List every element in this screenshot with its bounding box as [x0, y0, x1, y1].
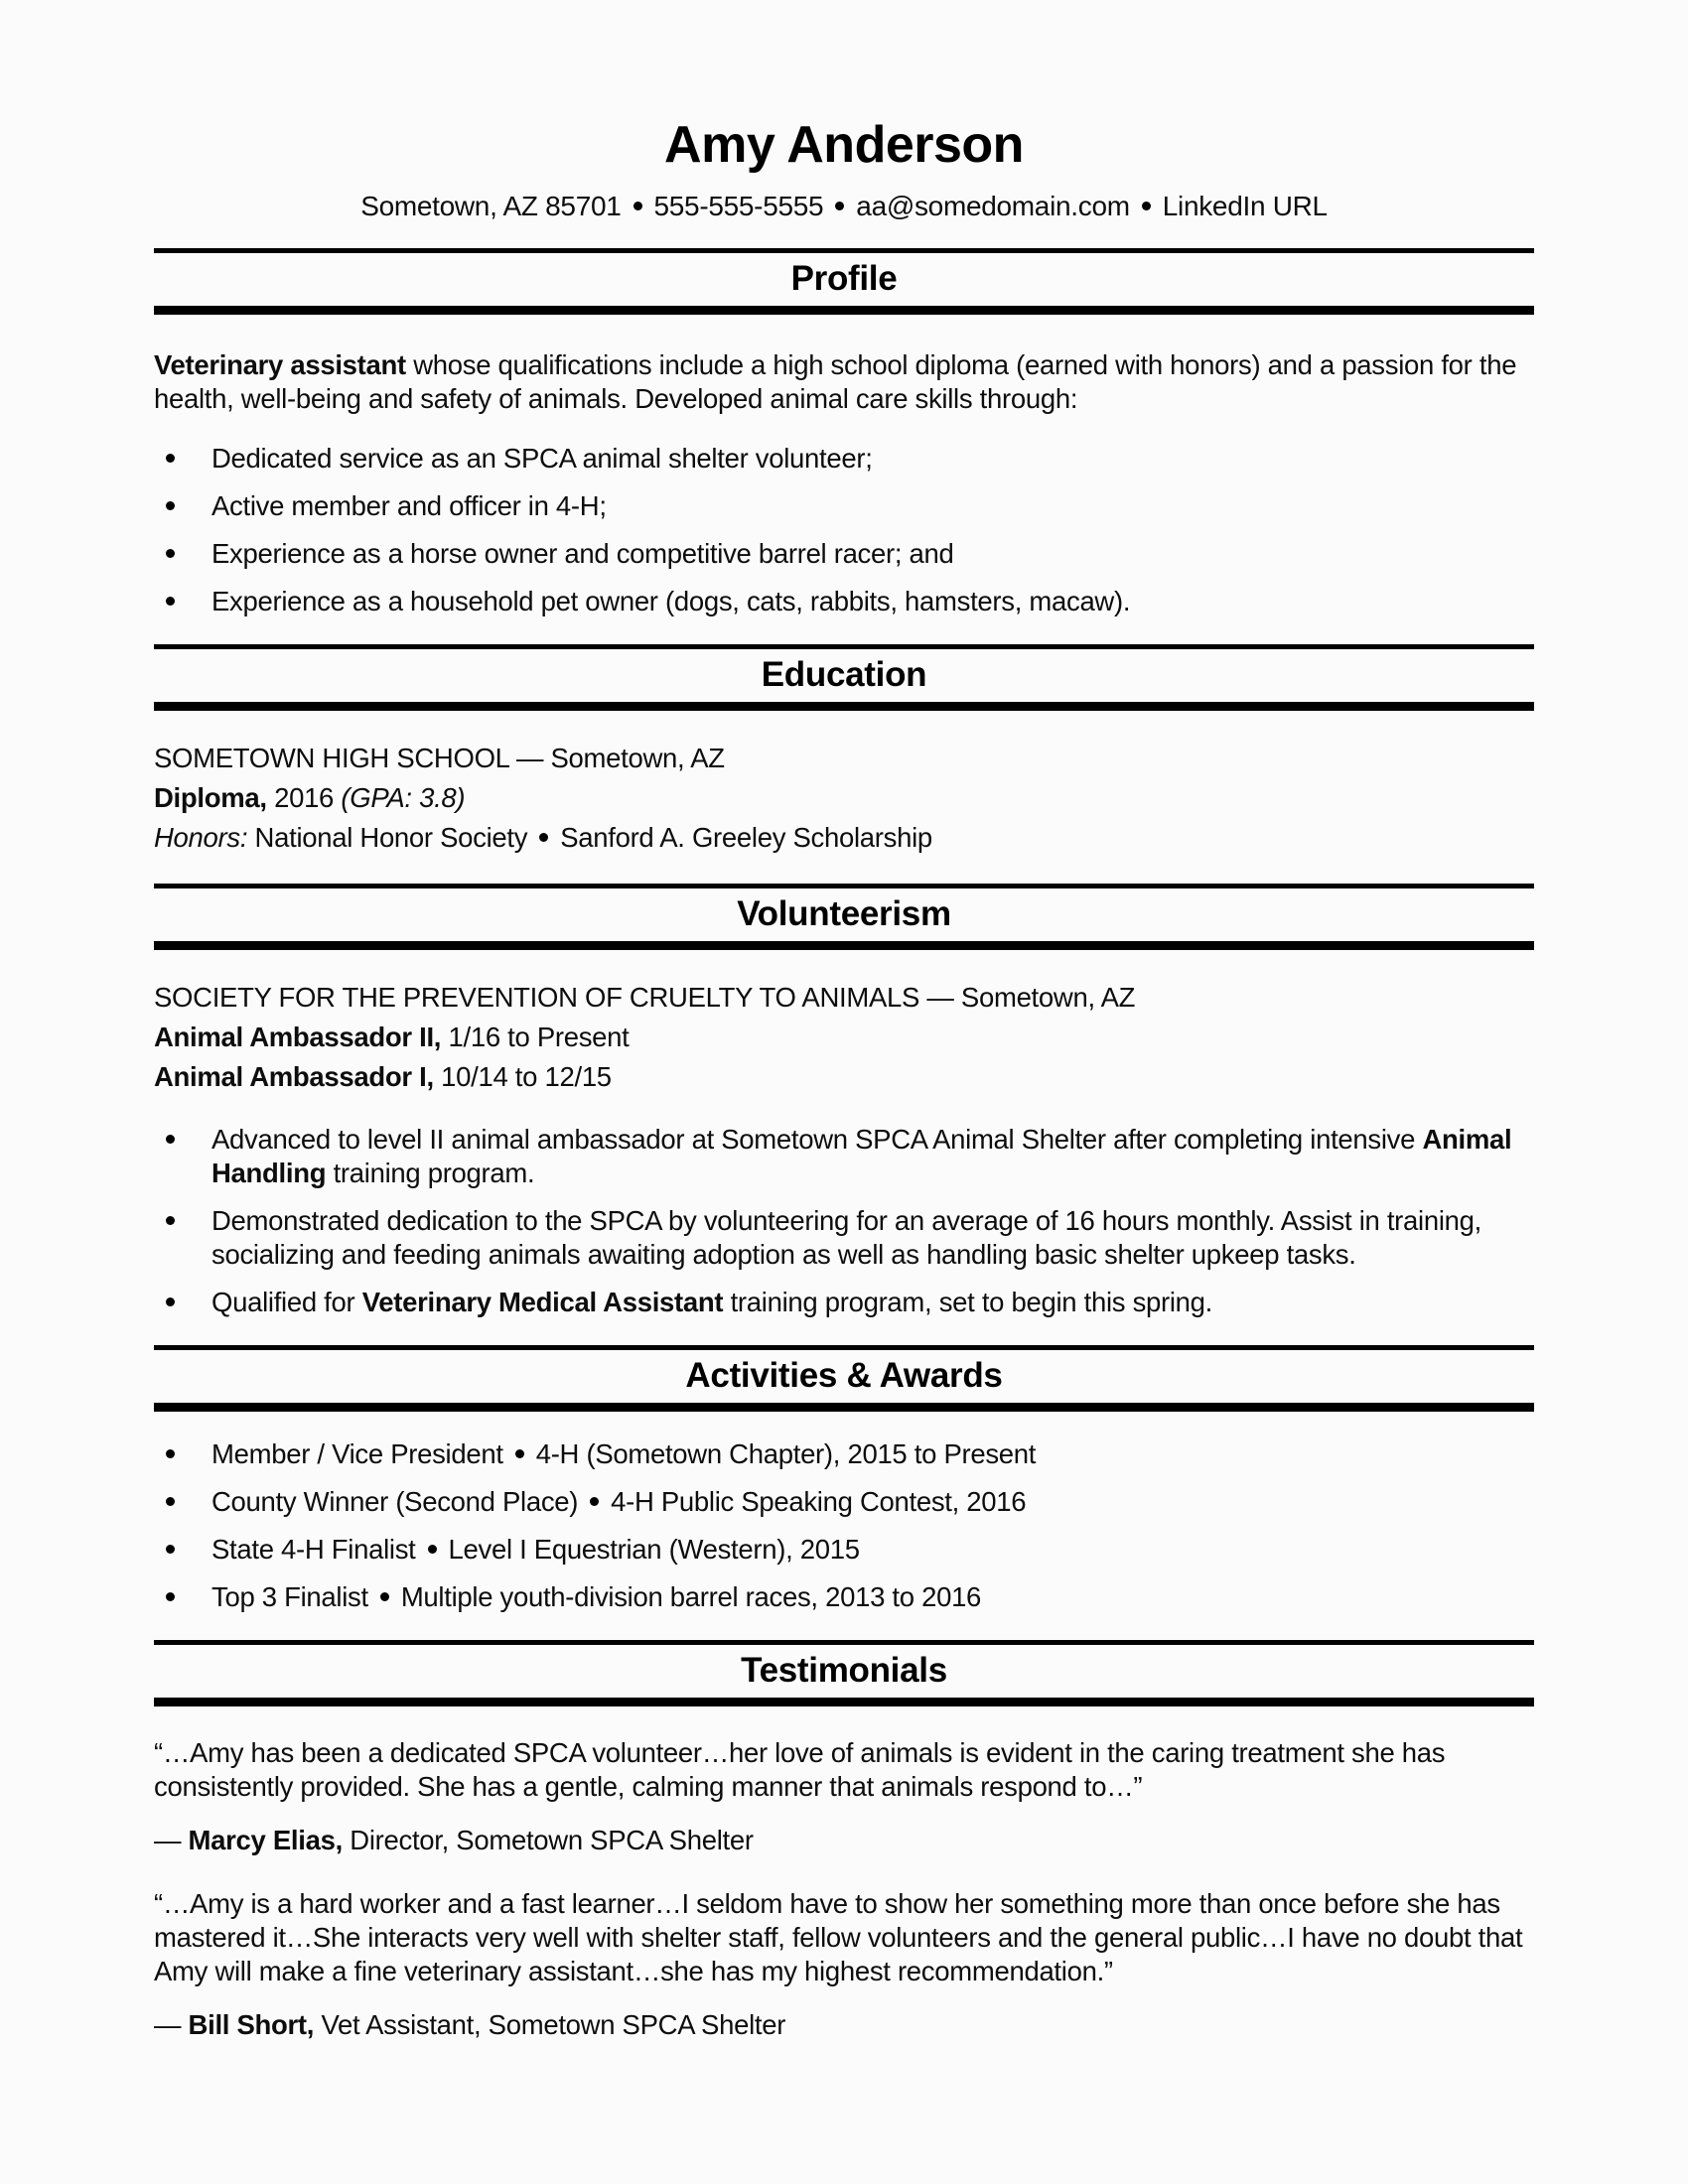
profile-intro-rest: whose qualifications include a high school diploma (earned with honors) and a passion for the health, well-being and safety of animals. Developed animal care skills through:: [154, 349, 1517, 414]
honors-item: National Honor Society: [247, 822, 528, 853]
bullet-text-bold: Veterinary Medical Assistant: [361, 1287, 724, 1317]
award-title: Top 3 Finalist: [211, 1581, 368, 1612]
section-heading-profile: [154, 248, 1534, 315]
education-degree: [154, 778, 1534, 818]
contact-linkedin: LinkedIn URL: [1162, 191, 1328, 221]
testimonial-quote: “…Amy is a hard worker and a fast learner…I seldom have to show her something more than once before she has mastered it…She interacts very well with shelter staff, fellow volunteers and the general public…I have no doubt that Amy will make a fine veterinary assistant…she has my highest recommendation.”: [154, 1888, 1523, 1986]
award-detail: Level I Equestrian (Western), 2015: [448, 1534, 860, 1565]
list-item: Experience as a horse owner and competitive barrel racer; and: [154, 537, 1534, 571]
list-item: [154, 1286, 1534, 1319]
attribution-role: Vet Assistant, Sometown SPCA Shelter: [314, 2009, 786, 2040]
activities-bullet-list: [154, 1437, 1534, 1614]
degree-title: Diploma,: [154, 782, 267, 813]
award-title: State 4-H Finalist: [211, 1534, 416, 1565]
heading-rule-top: [154, 884, 1534, 888]
heading-rule-top: [154, 248, 1534, 253]
honors-label: Honors:: [154, 822, 248, 853]
honors-item: Sanford A. Greeley Scholarship: [560, 822, 932, 853]
section-heading-testimonials: [154, 1640, 1534, 1706]
award-detail: 4-H Public Speaking Contest, 2016: [611, 1486, 1027, 1517]
award-detail: 4-H (Sometown Chapter), 2015 to Present: [535, 1438, 1037, 1469]
bullet-separator-icon: [835, 202, 844, 210]
attribution-dash: —: [154, 2009, 189, 2040]
section-heading-activities: [154, 1345, 1534, 1412]
volunteerism-organization: SOCIETY FOR THE PREVENTION OF CRUELTY TO ANIMALS — Sometown, AZ: [154, 982, 1136, 1013]
heading-rule-bottom: [154, 941, 1534, 950]
award-title: County Winner (Second Place): [211, 1486, 579, 1517]
testimonial-attribution: [154, 1824, 1534, 1857]
profile-bullet-list: [154, 442, 1534, 618]
heading-rule-top: [154, 1345, 1534, 1350]
bullet-text: Qualified for: [211, 1287, 362, 1317]
bullet-text: Demonstrated dedication to the SPCA by volunteering for an average of 16 hours monthly. Assist in training, socializing and feeding animals awaiting adoption as well as handling basic shelter upkeep tasks.: [211, 1205, 1481, 1270]
section-title-volunteerism: Volunteerism: [737, 894, 951, 933]
bullet-separator-icon: [380, 1592, 389, 1601]
list-item: Active member and officer in 4-H;: [154, 489, 1534, 523]
bullet-separator-icon: [428, 1545, 437, 1554]
degree-year: 2016: [266, 782, 342, 813]
role-dates: 10/14 to 12/15: [433, 1061, 612, 1092]
list-item: [154, 1204, 1534, 1272]
section-title-profile: Profile: [790, 259, 898, 298]
list-item: [154, 1533, 1534, 1567]
bullet-text-bold: Animal Handling: [211, 1124, 1512, 1188]
section-title-education: Education: [761, 655, 927, 694]
heading-rule-bottom: [154, 1698, 1534, 1706]
bullet-separator-icon: [539, 833, 548, 842]
degree-gpa: (GPA: 3.8): [341, 782, 466, 813]
attribution-role: Director, Sometown SPCA Shelter: [342, 1825, 754, 1855]
list-item: [154, 1437, 1534, 1471]
testimonial-quote: “…Amy has been a dedicated SPCA volunteer…her love of animals is evident in the caring treatment she has consistently provided. She has a gentle, calming manner that animals respond to…”: [154, 1737, 1446, 1802]
volunteer-role: [154, 1057, 1534, 1097]
contact-line: [154, 191, 1534, 222]
testimonial-attribution: [154, 2008, 1534, 2042]
list-item: Dedicated service as an SPCA animal shelter volunteer;: [154, 442, 1534, 476]
heading-rule-bottom: [154, 702, 1534, 711]
volunteer-role: [154, 1018, 1534, 1057]
attribution-name: Marcy Elias,: [188, 1825, 343, 1855]
bullet-text: training program, set to begin this spring.: [723, 1287, 1213, 1317]
list-item: Experience as a household pet owner (dogs, cats, rabbits, hamsters, macaw).: [154, 585, 1534, 618]
heading-rule-top: [154, 644, 1534, 649]
award-title: Member / Vice President: [211, 1438, 503, 1469]
bullet-separator-icon: [590, 1497, 599, 1506]
heading-rule-top: [154, 1640, 1534, 1645]
heading-rule-bottom: [154, 306, 1534, 315]
profile-intro: [154, 348, 1534, 416]
role-title: Animal Ambassador I,: [154, 1061, 434, 1092]
bullet-text: training program.: [326, 1158, 535, 1188]
bullet-text: Advanced to level II animal ambassador at Sometown SPCA Animal Shelter after completing intensive: [211, 1124, 1423, 1155]
bullet-separator-icon: [633, 202, 642, 210]
section-title-activities: Activities & Awards: [685, 1356, 1003, 1395]
contact-email: aa@somedomain.com: [856, 191, 1130, 221]
section-title-testimonials: Testimonials: [741, 1651, 947, 1690]
profile-intro-bold: Veterinary assistant: [154, 349, 406, 380]
role-title: Animal Ambassador II,: [154, 1022, 442, 1052]
education-school: SOMETOWN HIGH SCHOOL — Sometown, AZ: [154, 743, 725, 773]
candidate-name: Amy Anderson: [664, 116, 1024, 174]
section-heading-volunteerism: [154, 884, 1534, 950]
education-honors: [154, 818, 1534, 858]
attribution-name: Bill Short,: [188, 2009, 315, 2040]
role-dates: 1/16 to Present: [441, 1022, 630, 1052]
volunteerism-bullet-list: [154, 1123, 1534, 1319]
award-detail: Multiple youth-division barrel races, 2013 to 2016: [400, 1581, 982, 1612]
attribution-dash: —: [154, 1825, 189, 1855]
bullet-separator-icon: [515, 1449, 524, 1458]
contact-phone: 555-555-5555: [653, 191, 824, 221]
bullet-separator-icon: [1142, 202, 1151, 210]
list-item: [154, 1485, 1534, 1519]
section-heading-education: [154, 644, 1534, 711]
contact-location: Sometown, AZ 85701: [360, 191, 622, 221]
list-item: [154, 1123, 1534, 1190]
heading-rule-bottom: [154, 1403, 1534, 1412]
list-item: [154, 1580, 1534, 1614]
